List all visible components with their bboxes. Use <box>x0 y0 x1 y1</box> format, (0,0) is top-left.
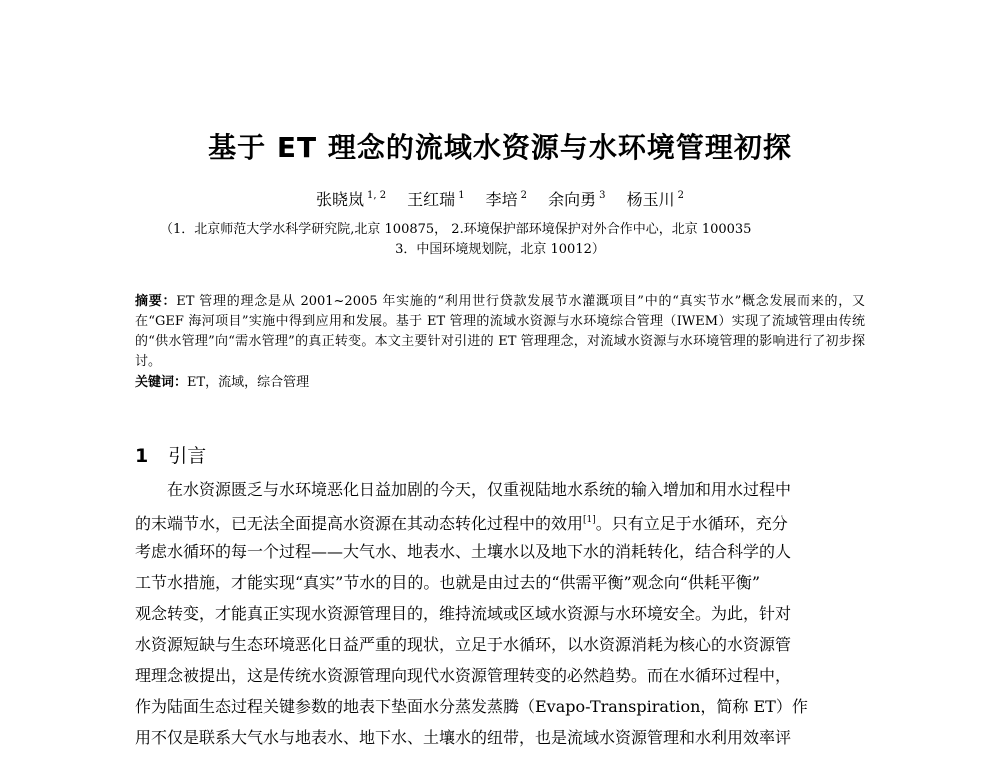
author <box>407 190 464 209</box>
author-name: 杨玉川 <box>626 190 675 209</box>
text-line <box>135 598 865 629</box>
section-heading <box>135 441 206 468</box>
text-line-content: 用不仅是联系大气水与地表水、地下水、土壤水的纽带，也是流域水资源管理和水利用效率评 <box>135 728 792 747</box>
text-line-content: 考虑水循环的每一个过程——大气水、地表水、土壤水以及地下水的消耗转化，结合科学的人 <box>135 542 792 561</box>
body-text <box>135 474 865 753</box>
text-line <box>135 567 865 598</box>
citation-ref: [1] <box>583 515 596 525</box>
keywords-label: 关键词： <box>135 375 188 390</box>
author-name: 张晓岚 <box>315 190 364 209</box>
text-line <box>135 474 865 505</box>
author-name: 王红瑞 <box>407 190 456 209</box>
abstract <box>135 292 865 372</box>
author-affiliation-mark: 2 <box>677 190 685 201</box>
author <box>548 190 605 209</box>
author <box>486 190 527 209</box>
text-line-content: 。只有立足于水循环，充分 <box>595 514 788 533</box>
text-line <box>135 722 865 753</box>
affiliation-line: 3．中国环境规划院，北京 10012） <box>395 242 605 257</box>
paper-title: 基于 ET 理念的流域水资源与水环境管理初探 <box>208 131 792 164</box>
author <box>627 190 684 209</box>
affiliation-line: （1．北京师范大学水科学研究院,北京 100875， 2.环境保护部环境保护对外合作中心，北京 100035 <box>160 222 752 237</box>
text-line-content: 在水资源匮乏与水环境恶化日益加剧的今天，仅重视陆地水系统的输入增加和用水过程中 <box>167 480 792 499</box>
text-line-content: 观念转变，才能真正实现水资源管理目的，维持流域或区域水资源与水环境安全。为此，针对 <box>135 604 792 623</box>
text-line-content: 工节水措施，才能实现“真实”节水的目的。也就是由过去的“供需平衡”观念向“供耗平衡” <box>135 573 761 592</box>
text-line <box>135 660 865 691</box>
author-affiliation-mark: 1, 2 <box>366 190 387 201</box>
section-number: 1 <box>135 445 149 467</box>
keywords <box>135 373 309 393</box>
text-line-content: 理理念被提出，这是传统水资源管理向现代水资源管理转变的必然趋势。而在水循环过程中， <box>135 666 792 685</box>
text-line <box>135 505 865 536</box>
text-line <box>135 629 865 660</box>
author-list <box>0 187 1000 210</box>
text-line-content: 水资源短缺与生态环境恶化日益严重的现状，立足于水循环，以水资源消耗为核心的水资源管 <box>135 635 792 654</box>
keywords-text: ET，流域，综合管理 <box>187 375 310 390</box>
text-line <box>135 691 865 722</box>
author-affiliation-mark: 2 <box>520 190 528 201</box>
text-line-content: 的末端节水，已无法全面提高水资源在其动态转化过程中的效用 <box>135 514 584 533</box>
author <box>316 190 386 209</box>
text-line <box>135 536 865 567</box>
author-affiliation-mark: 1 <box>458 190 465 201</box>
text-line-content: 作为陆面生态过程关键参数的地表下垫面水分蒸发蒸腾（Evapo-Transpiration，简称 ET）作 <box>135 697 808 716</box>
author-affiliation-mark: 3 <box>599 190 606 201</box>
section-title: 引言 <box>168 445 207 467</box>
author-name: 李培 <box>485 190 518 209</box>
author-name: 余向勇 <box>548 190 597 209</box>
abstract-label: 摘要： <box>135 294 177 309</box>
abstract-text: ET 管理的理念是从 2001~2005 年实施的“利用世行贷款发展节水灌溉项目”中的“真实节水”概念发展而来的，又在“GEF 海河项目”实施中得到应用和发展。基于 ET 管理的流域水资源与水环境综合管理（IWEM）实现了流域管理由传统的“供水管理”向“需水管理”的真正转变。本文主要针对引进的 ET 管理理念，对流域水资源与水环境管理的影响进行了初步探讨。 <box>135 294 865 369</box>
